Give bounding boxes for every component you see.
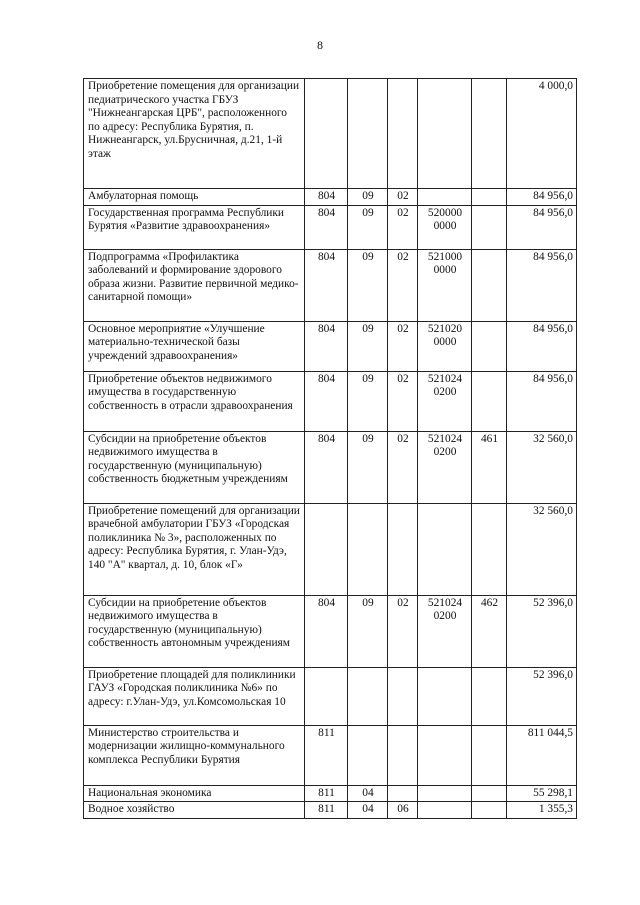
row-subsection: 02: [388, 249, 418, 321]
row-subsection: 02: [388, 205, 418, 249]
table-row: [84, 667, 577, 725]
row-target-article: 521024 0200: [418, 431, 472, 503]
row-section: 09: [348, 249, 388, 321]
row-target-article: 521020 0000: [418, 321, 472, 371]
row-amount: 84 956,0: [507, 189, 577, 206]
row-expense-type: [472, 371, 507, 431]
table-row: [84, 205, 577, 249]
row-name: Водное хозяйство: [84, 802, 305, 819]
row-name: Государственная программа Республики Бурятия «Развитие здравоохранения»: [84, 205, 305, 249]
row-section: [348, 667, 388, 725]
row-target-article: [418, 79, 472, 189]
row-target-article: [418, 785, 472, 802]
budget-table: [83, 78, 577, 819]
row-amount: 52 396,0: [507, 667, 577, 725]
row-section: [348, 725, 388, 785]
row-grbs: 804: [305, 205, 348, 249]
row-subsection: 02: [388, 321, 418, 371]
row-grbs: 804: [305, 189, 348, 206]
row-target-article: [418, 725, 472, 785]
row-grbs: 811: [305, 785, 348, 802]
row-amount: 52 396,0: [507, 595, 577, 667]
row-name: Министерство строительства и модернизации жилищно-коммунального комплекса Республики Бурятия: [84, 725, 305, 785]
table-row: [84, 371, 577, 431]
row-expense-type: [472, 189, 507, 206]
row-target-article: [418, 802, 472, 819]
row-expense-type: [472, 79, 507, 189]
row-name: Приобретение площадей для поликлиники ГАУЗ «Городская поликлиника №6» по адресу: г.Улан-Удэ, ул.Комсомольская 10: [84, 667, 305, 725]
row-expense-type: 462: [472, 595, 507, 667]
table-row: [84, 595, 577, 667]
row-expense-type: [472, 205, 507, 249]
table-row: [84, 321, 577, 371]
row-grbs: 804: [305, 321, 348, 371]
row-section: 09: [348, 189, 388, 206]
row-target-article: [418, 667, 472, 725]
row-target-article: 521024 0200: [418, 595, 472, 667]
row-amount: 84 956,0: [507, 321, 577, 371]
table-row: [84, 431, 577, 503]
row-name: Приобретение помещений для организации врачебной амбулатории ГБУЗ «Городская поликлиника № 3», расположенных по адресу: Республика Бурятия, г. Улан-Удэ, 140 "А" квартал, д. 10, блок «Г»: [84, 503, 305, 595]
table-row: [84, 79, 577, 189]
row-grbs: [305, 79, 348, 189]
row-target-article: 520000 0000: [418, 205, 472, 249]
row-name: Основное мероприятие «Улучшение материально-технической базы учреждений здравоохранения»: [84, 321, 305, 371]
row-grbs: 811: [305, 802, 348, 819]
row-name: Субсидии на приобретение объектов недвижимого имущества в государственную (муниципальную) собственность автономным учреждениям: [84, 595, 305, 667]
row-amount: 4 000,0: [507, 79, 577, 189]
row-section: 04: [348, 802, 388, 819]
row-amount: 84 956,0: [507, 371, 577, 431]
row-section: 09: [348, 205, 388, 249]
row-expense-type: [472, 249, 507, 321]
row-expense-type: [472, 785, 507, 802]
row-expense-type: [472, 802, 507, 819]
row-section: 09: [348, 371, 388, 431]
row-section: [348, 503, 388, 595]
row-subsection: [388, 785, 418, 802]
table-row: [84, 785, 577, 802]
row-amount: 84 956,0: [507, 205, 577, 249]
table-row: [84, 802, 577, 819]
row-subsection: [388, 725, 418, 785]
row-grbs: 804: [305, 249, 348, 321]
row-expense-type: [472, 667, 507, 725]
row-target-article: 521000 0000: [418, 249, 472, 321]
row-target-article: 521024 0200: [418, 371, 472, 431]
row-subsection: [388, 79, 418, 189]
row-amount: 84 956,0: [507, 249, 577, 321]
row-expense-type: [472, 503, 507, 595]
row-subsection: 06: [388, 802, 418, 819]
row-grbs: [305, 667, 348, 725]
budget-table-body: [84, 79, 577, 819]
row-grbs: 811: [305, 725, 348, 785]
row-subsection: 02: [388, 431, 418, 503]
row-amount: 32 560,0: [507, 503, 577, 595]
row-subsection: 02: [388, 189, 418, 206]
row-section: 09: [348, 431, 388, 503]
row-section: 04: [348, 785, 388, 802]
table-row: [84, 189, 577, 206]
row-subsection: [388, 503, 418, 595]
table-row: [84, 725, 577, 785]
row-grbs: 804: [305, 431, 348, 503]
row-expense-type: [472, 321, 507, 371]
row-name: Субсидии на приобретение объектов недвижимого имущества в государственную (муниципальную) собственность бюджетным учреждениям: [84, 431, 305, 503]
row-subsection: [388, 667, 418, 725]
row-section: 09: [348, 321, 388, 371]
table-row: [84, 503, 577, 595]
row-target-article: [418, 503, 472, 595]
row-grbs: 804: [305, 371, 348, 431]
row-amount: 1 355,3: [507, 802, 577, 819]
row-grbs: [305, 503, 348, 595]
row-name: Подпрограмма «Профилактика заболеваний и формирование здорового образа жизни. Развитие первичной медико-санитарной помощи»: [84, 249, 305, 321]
row-target-article: [418, 189, 472, 206]
row-amount: 811 044,5: [507, 725, 577, 785]
row-name: Приобретение объектов недвижимого имущества в государственную собственность в отрасли здравоохранения: [84, 371, 305, 431]
row-amount: 55 298,1: [507, 785, 577, 802]
row-subsection: 02: [388, 371, 418, 431]
row-grbs: 804: [305, 595, 348, 667]
row-expense-type: 461: [472, 431, 507, 503]
table-row: [84, 249, 577, 321]
row-subsection: 02: [388, 595, 418, 667]
row-expense-type: [472, 725, 507, 785]
row-section: 09: [348, 595, 388, 667]
row-name: Приобретение помещения для организации педиатрического участка ГБУЗ "Нижнеангарская ЦРБ", расположенного по адресу: Республика Бурятия, п. Нижнеангарск, ул.Брусничная, д.21, 1-й этаж: [84, 79, 305, 189]
row-name: Амбулаторная помощь: [84, 189, 305, 206]
page-number: 8: [317, 38, 323, 52]
row-section: [348, 79, 388, 189]
row-amount: 32 560,0: [507, 431, 577, 503]
row-name: Национальная экономика: [84, 785, 305, 802]
